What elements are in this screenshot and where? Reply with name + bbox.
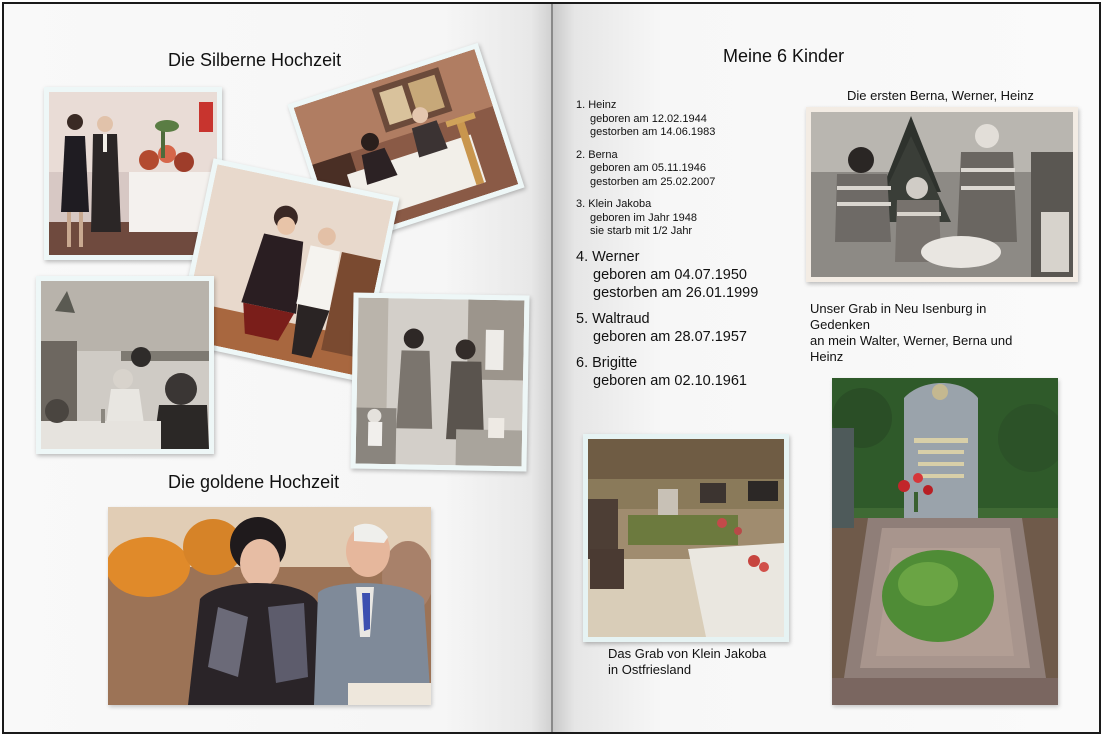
photo-family-gathering <box>36 276 214 454</box>
children-list <box>576 99 796 398</box>
photo-grave-neu-isenburg <box>832 378 1058 705</box>
children-heading: Meine 6 Kinder <box>723 46 845 66</box>
child-detail: geboren am 05.11.1946 <box>590 162 706 174</box>
caption-line: Das Grab von Klein Jakoba <box>608 646 767 661</box>
photo-couple-standing <box>44 87 222 260</box>
child-name: 2. Berna <box>576 148 618 161</box>
silver-wedding-heading: Die Silberne Hochzeit <box>168 50 342 70</box>
child-entry-waltraud <box>576 310 796 346</box>
grave-jakoba-caption <box>608 646 808 678</box>
child-entry-klein-jakoba <box>576 198 796 239</box>
child-name: 3. Klein Jakoba <box>576 198 652 210</box>
caption-line: in Ostfriesland <box>608 662 692 677</box>
photo-three-children <box>806 107 1078 282</box>
photo-grave-klein-jakoba <box>583 434 789 642</box>
caption-line: Heinz <box>810 349 844 364</box>
child-name: 1. Heinz <box>576 99 617 111</box>
child-entry-berna <box>576 149 796 190</box>
child-detail: gestorben am 26.01.1999 <box>593 284 759 301</box>
photo-golden-wedding-couple <box>108 507 431 705</box>
first-children-caption: Die ersten Berna, Werner, Heinz <box>847 88 1034 103</box>
child-detail: gestorben am 14.06.1983 <box>590 126 716 138</box>
golden-wedding-heading: Die goldene Hochzeit <box>168 472 340 492</box>
caption-line: Unser Grab in Neu Isenburg in <box>810 301 987 316</box>
child-entry-werner <box>576 248 796 302</box>
child-detail: gestorben am 25.02.2007 <box>590 175 716 188</box>
child-detail: geboren am 28.07.1957 <box>593 328 747 345</box>
child-detail: sie starb mit 1/2 Jahr <box>590 225 693 237</box>
child-name: 6. Brigitte <box>576 354 638 371</box>
child-detail: geboren im Jahr 1948 <box>590 211 698 224</box>
child-detail: geboren am 12.02.1944 <box>590 112 707 125</box>
caption-line: Gedenken <box>810 317 870 332</box>
photo-book-spread <box>2 2 1101 734</box>
photo-women-in-kitchen <box>350 292 529 471</box>
child-name: 5. Waltraud <box>576 310 650 327</box>
child-entry-brigitte <box>576 354 796 390</box>
caption-line: an mein Walter, Werner, Berna und <box>810 333 1013 348</box>
child-entry-heinz <box>576 99 796 140</box>
child-detail: geboren am 02.10.1961 <box>593 372 747 389</box>
child-name: 4. Werner <box>576 248 640 265</box>
left-page <box>4 4 553 732</box>
child-detail: geboren am 04.07.1950 <box>593 266 747 283</box>
grave-memorial-caption <box>810 301 1050 365</box>
